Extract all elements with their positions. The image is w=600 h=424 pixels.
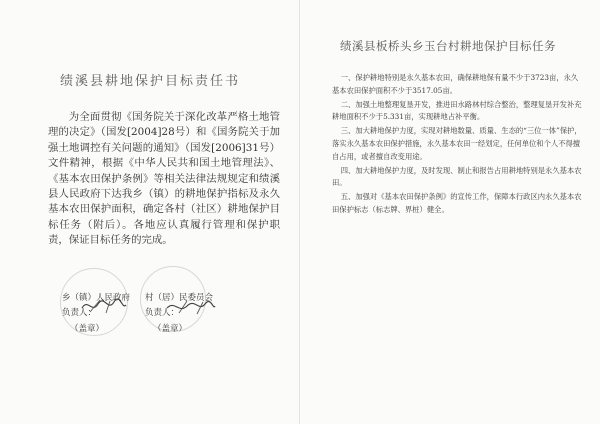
- task-item-2: 二、加强土地整理复垦开发，推进田水路林村综合整治，整理复垦开发补充耕地面积不少于5.331亩，实现耕地占补平衡。: [332, 99, 582, 122]
- township-seal-label: （盖章）: [70, 324, 105, 334]
- village-seal-label: （盖章）: [153, 324, 188, 334]
- left-page-title: 绩溪县耕地保护目标责任书: [59, 74, 240, 89]
- task-item-4: 四、加大耕地保护力度，及时发现、制止和报告占用耕地特别是永久基本农田。: [332, 165, 582, 188]
- village-head-label: 负责人：: [145, 308, 180, 318]
- right-page-title: 绩溪县板桥头乡玉台村耕地保护目标任务: [340, 39, 556, 53]
- task-item-1: 一、保护耕地特别是永久基本农田，确保耕地保有量不少于3723亩，永久基本农田保护面积不少于3517.05亩。: [332, 73, 579, 95]
- township-head-label: 负责人：: [62, 308, 97, 318]
- page-fold-divider: [299, 0, 300, 424]
- village-line: 村（居）民委员会: [145, 293, 214, 303]
- left-page-body: 为全面贯彻《国务院关于深化改革严格土地管理的决定》（国发[2004]28号）和《国务院关于加强土地调控有关问题的通知》（国发[2006]31号）文件精神，根据《中华人民共和国土地管理法》、《基本农田保护条例》等相关法律法规规定和绩溪县人民政府下达我乡（镇）的耕地保护指标及永久基本农田保护面积，确定各村（社区）耕地保护目标任务（附后）。各地应认真履行管理和保护职责，保证目标任务的完成。: [48, 111, 280, 247]
- township-line: 乡（镇）人民政府: [62, 293, 131, 303]
- township-signature-scrawl: [80, 296, 128, 316]
- task-item-3: 三、加大耕地保护力度，实现对耕地数量、质量、生态的“三位一体”保护，落实永久基本农田保护措施，永久基本农田一经划定，任何单位和个人不得擅自占用，或者擅自改变用途。: [332, 126, 582, 161]
- right-page-body: [332, 72, 582, 218]
- task-item-5: 五、加强对《基本农田保护条例》的宣传工作，保障本行政区内永久基本农田保护标志（标志牌、界桩）健全。: [332, 192, 582, 214]
- village-signature-scrawl: [165, 298, 217, 316]
